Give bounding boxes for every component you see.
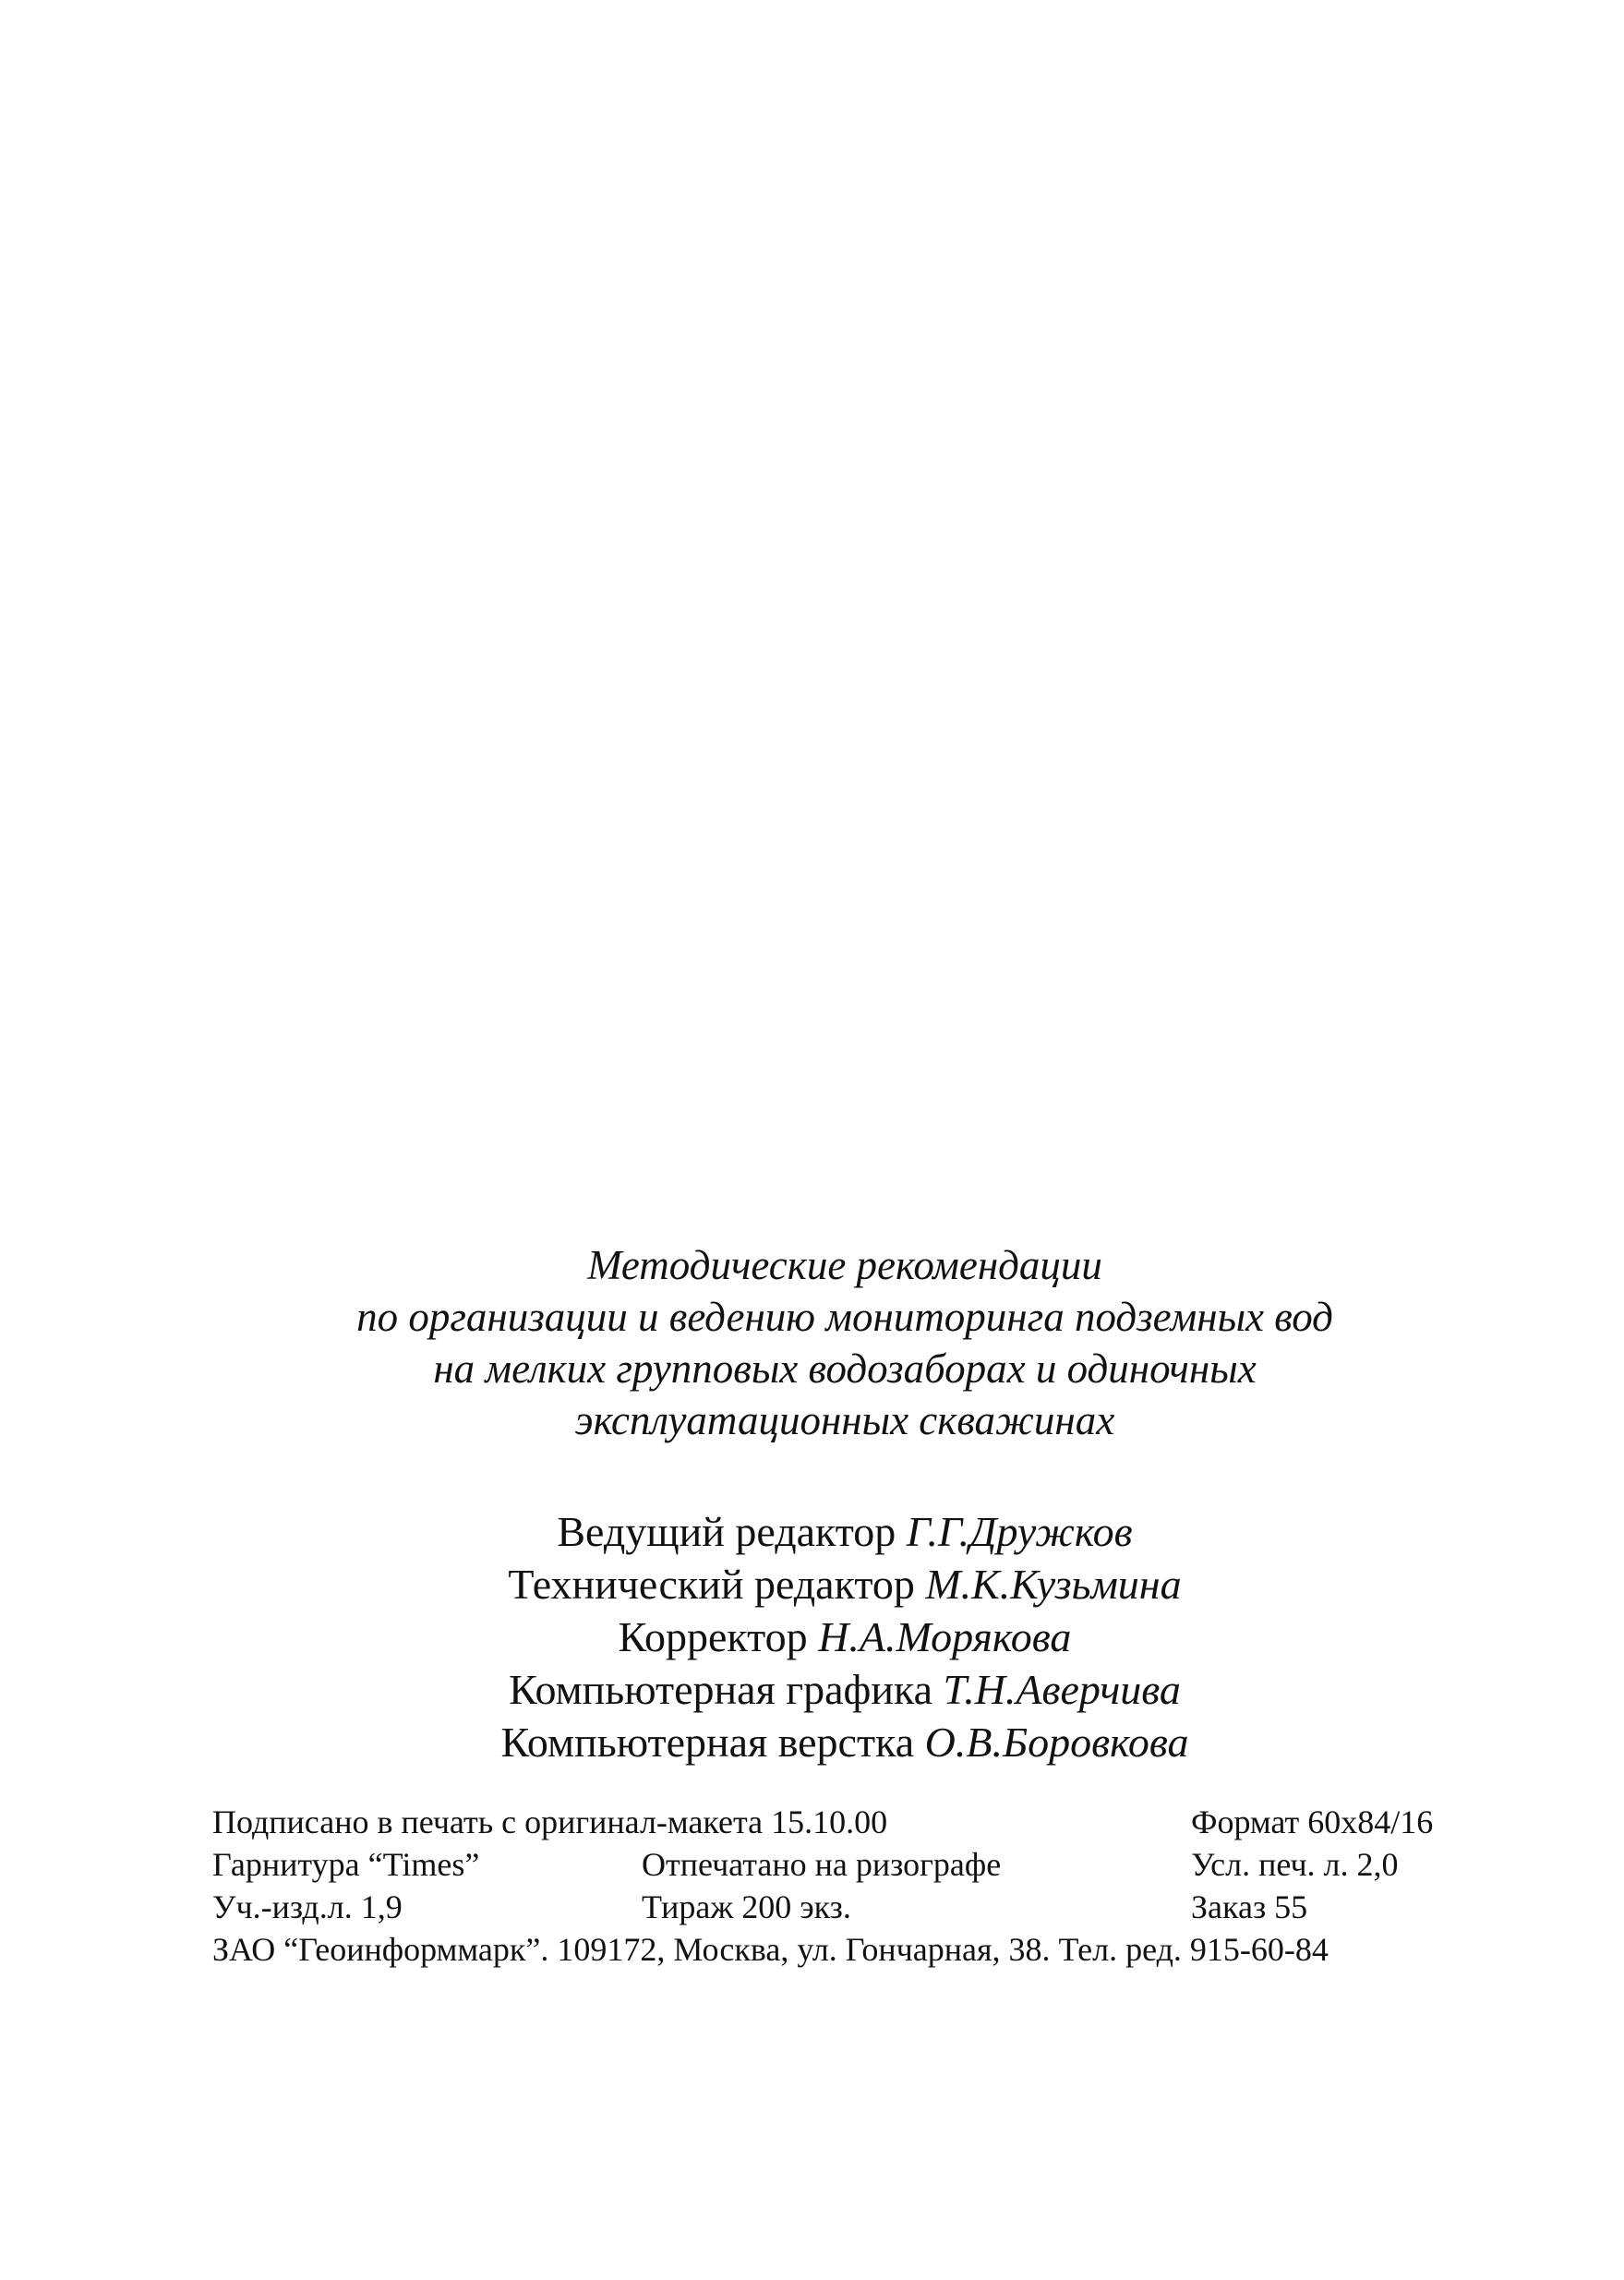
credit-role: Компьютерная верстка bbox=[500, 1719, 915, 1766]
title-line: эксплуатационных скважинах bbox=[574, 1397, 1115, 1443]
imprint-block bbox=[212, 1801, 1551, 1971]
title-line: по организации и ведению мониторинга подземных вод bbox=[356, 1294, 1333, 1340]
credits-block bbox=[0, 1505, 1624, 1768]
credit-name: О.В.Боровкова bbox=[924, 1719, 1189, 1766]
circulation: Тираж 200 экз. bbox=[642, 1888, 851, 1925]
credit-computer-layout bbox=[0, 1716, 1624, 1768]
credit-lead-editor bbox=[0, 1505, 1624, 1558]
credit-role: Компьютерная графика bbox=[509, 1666, 933, 1713]
imprint-row bbox=[212, 1801, 1551, 1843]
imprint-row bbox=[212, 1886, 1551, 1928]
print-sheets: Усл. печ. л. 2,0 bbox=[1191, 1846, 1399, 1883]
credit-name: Г.Г.Дружков bbox=[906, 1508, 1133, 1555]
title-line: Методические рекомендации bbox=[587, 1242, 1102, 1288]
credit-name: Т.Н.Аверчива bbox=[943, 1666, 1181, 1713]
publisher-address: ЗАО “Геоинформмарк”. 109172, Москва, ул. Гончарная, 38. Тел. ред. 915-60-84 bbox=[212, 1931, 1329, 1968]
title-line: на мелких групповых водозаборах и одиночных bbox=[433, 1345, 1257, 1392]
order-number: Заказ 55 bbox=[1191, 1888, 1308, 1925]
imprint-row bbox=[212, 1928, 1551, 1971]
printing-method: Отпечатано на ризографе bbox=[642, 1846, 1002, 1883]
publisher-sheets: Уч.-изд.л. 1,9 bbox=[212, 1888, 403, 1925]
credit-technical-editor bbox=[0, 1558, 1624, 1610]
typeface: Гарнитура “Times” bbox=[212, 1846, 480, 1883]
credit-name: Н.А.Морякова bbox=[818, 1613, 1072, 1660]
credit-role: Технический редактор bbox=[508, 1561, 915, 1608]
book-title bbox=[0, 1239, 1624, 1446]
credit-name: М.К.Кузьмина bbox=[925, 1561, 1182, 1608]
credit-computer-graphics bbox=[0, 1663, 1624, 1716]
paper-format: Формат 60x84/16 bbox=[1191, 1803, 1434, 1840]
credit-role: Ведущий редактор bbox=[557, 1508, 896, 1555]
credit-role: Корректор bbox=[618, 1613, 808, 1660]
credit-proofreader bbox=[0, 1610, 1624, 1663]
signed-for-print: Подписано в печать с оригинал-макета 15.10.00 bbox=[212, 1803, 888, 1840]
imprint-row bbox=[212, 1843, 1551, 1886]
